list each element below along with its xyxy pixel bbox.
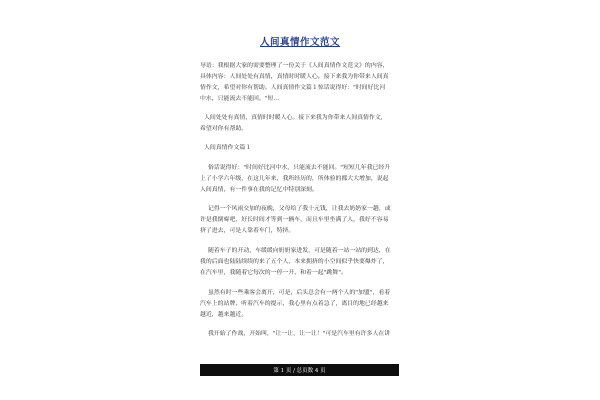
paragraph-line: 中水，只能流去不能回。"短... [200,96,280,102]
paragraph-line: 许是我倒霉吧，好长时间才等到一辆车，而且车里坐满了人，我好不容易 [200,217,389,223]
paragraph-line: 情作文，希望对你有帮助。人间真情作文篇１惊话说得好："时间好比河 [200,85,386,91]
paragraph-line: 挤了进去，可是人靠着车门，特挤。 [200,228,295,234]
paragraph-line: 人间处处有真情，真情时时暖人心。接下来我为你带来人间真情作文， [204,115,387,121]
paragraph-line: 虽然有时一些乘客会离开，可是，后头总会有一两个人的"加盟"，看着 [208,290,391,296]
document-title: 人间真情作文范文 [259,37,340,48]
paragraph-line: 记得一个风雨交加的夜晚，父母给了我十元钱，让我去奶奶家一趟，或 [208,206,391,212]
page-number: 第 1 页 / 总页数 4 页 [273,368,326,374]
paragraph-line: 汽车上的站牌，听着汽车的提示，我心里有点着急了，离目的地已经越来 [200,301,389,307]
section-heading: 人间真情作文篇１ [204,145,252,151]
paragraph-line: 希望对你有帮助。 [200,126,248,132]
paragraph-line: 上了小学六年级，在这几年来，我所经历的，所体验的都大大增加，说起 [200,176,389,182]
paragraph-line: 我开始了作战，开始叫，"让一让，让一让！"可是汽车里有许多人在讲 [208,331,391,337]
paragraph-line: 随着车子的开动，车缓缓向奶奶家进发，可是随着一站一站的到达，在 [208,248,391,254]
page-footer [200,364,399,376]
paragraph-line: 人间真情，有一件事在我的记忆中特别深刻。 [200,187,318,193]
paragraph-line: 具体内容：人间处处有真情，真情时时暖人心。接下来我为你带来人间真 [200,74,389,80]
paragraph-line: 越近，越来越近。 [200,312,248,318]
paragraph-line: 我的后面也陆陆续续的来了五个人，本来拥挤的小空间似乎快要爆炸了， [200,259,389,265]
paragraph-line: 导语：我根据大家的需要整理了一份关于《人间真情作文范文》的内容， [200,63,389,69]
paragraph-line: 俗话说得好："时间好比河中水，只能流去不能回。"短短几年我已经升 [208,165,391,171]
document-page [200,0,402,400]
paragraph-line: 在汽车里，我随着它每次的一停一开，和着一起"跳舞"。 [200,270,347,276]
